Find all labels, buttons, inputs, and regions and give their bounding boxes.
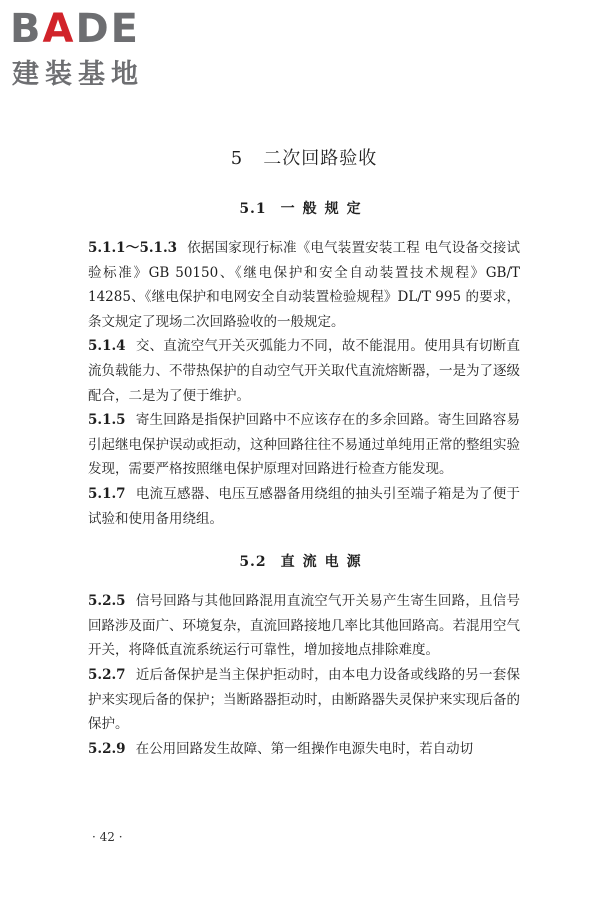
logo-wordmark: BADE: [10, 6, 140, 52]
chapter-number: 5: [230, 148, 244, 169]
clause-text: 依据国家现行标准《电气装置安装工程 电气设备交接试验标准》GB 50150、《继电保护和安全自动装置技术规程》GB/T 14285、《继电保护和电网安全自动装置检验规程》DL/T 995 的要求，条文规定了现场二次回路验收的一般规定。: [88, 240, 520, 330]
clause-5-1-1: [88, 236, 520, 334]
section-5-2: [88, 551, 520, 761]
clause-text: 信号回路与其他回路混用直流空气开关易产生寄生回路，且信号回路涉及面广、环境复杂，直流回路接地几率比其他回路高。若混用空气开关，将降低直流系统运行可靠性，增加接地点排除难度。: [88, 593, 520, 659]
logo-accent-letter: A: [42, 6, 76, 52]
clause-text: 交、直流空气开关灭弧能力不同，故不能混用。使用具有切断直流负载能力、不带热保护的自动空气开关取代直流熔断器，一是为了逐级配合，二是为了便于维护。: [88, 338, 520, 404]
section-title: [88, 551, 520, 573]
chapter-title: [88, 146, 520, 172]
clause-5-2-7: [88, 663, 520, 737]
section-title-text: 直流电源: [280, 554, 369, 571]
clause-text: 在公用回路发生故障、第一组操作电源失电时，若自动切: [135, 740, 474, 757]
logo-subtitle: 建装基地: [12, 59, 144, 90]
clause-number: 5.1.5: [88, 412, 126, 429]
clause-number: 5.2.7: [88, 666, 126, 683]
page-content: [88, 146, 520, 761]
section-title-text: 一般规定: [280, 201, 369, 217]
bade-logo: [10, 6, 180, 96]
section-title: [88, 198, 520, 220]
section-number: 5.2: [239, 554, 267, 571]
clause-number: 5.1.1～5.1.3: [88, 240, 178, 256]
clause-5-1-7: [88, 482, 520, 531]
clause-5-1-5: [88, 408, 520, 482]
clause-text: 电流互感器、电压互感器备用绕组的抽头引至端子箱是为了便于试验和使用备用绕组。: [88, 485, 520, 527]
section-number: 5.1: [239, 201, 267, 217]
page-number: · 42 ·: [92, 830, 123, 844]
clause-number: 5.1.4: [88, 338, 126, 355]
clause-number: 5.1.7: [88, 485, 126, 502]
chapter-title-text: 二次回路验收: [263, 148, 378, 169]
clause-text: 寄生回路是指保护回路中不应该存在的多余回路。寄生回路容易引起继电保护误动或拒动，这种回路往往不易通过单纯用正常的整组实验发现，需要严格按照继电保护原理对回路进行检查方能发现。: [88, 412, 520, 478]
clause-5-1-4: [88, 334, 520, 408]
clause-number: 5.2.5: [88, 593, 126, 610]
section-5-1: [88, 198, 520, 531]
clause-5-2-5: [88, 589, 520, 663]
clause-number: 5.2.9: [88, 740, 126, 757]
clause-text: 近后备保护是当主保护拒动时，由本电力设备或线路的另一套保护来实现后备的保护；当断路器拒动时，由断路器失灵保护来实现后备的保护。: [88, 666, 520, 733]
clause-5-2-9: [88, 737, 520, 762]
